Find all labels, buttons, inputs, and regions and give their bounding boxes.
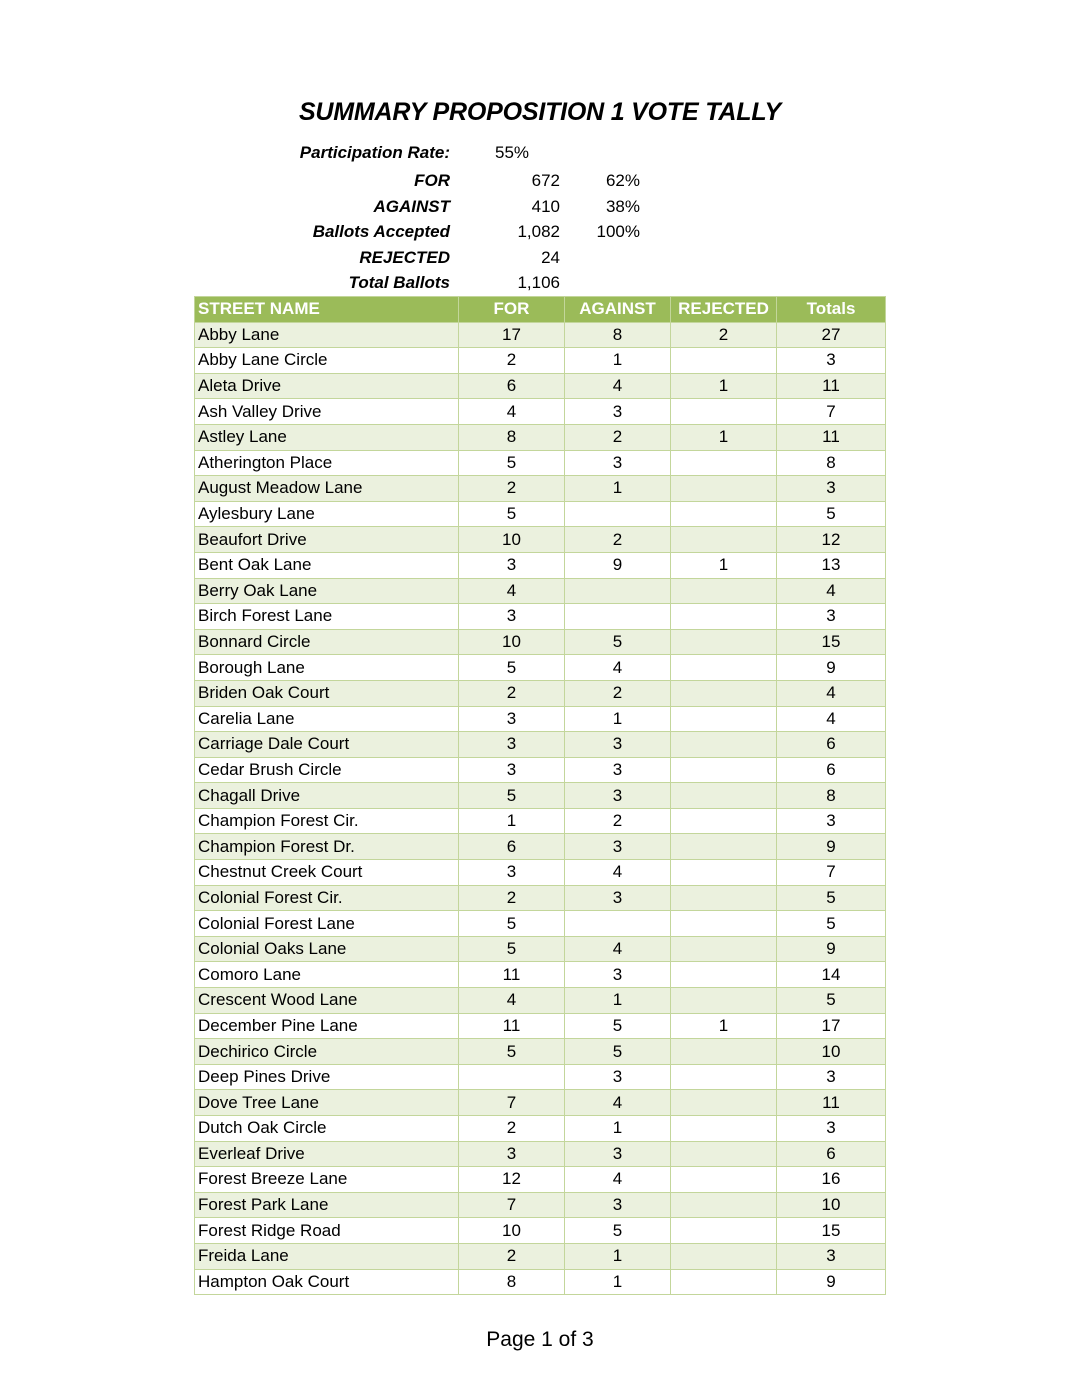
street-name-cell: Colonial Oaks Lane	[195, 936, 459, 962]
rejected-cell	[671, 578, 777, 604]
street-name-cell: Abby Lane Circle	[195, 348, 459, 374]
for-cell: 2	[459, 348, 565, 374]
street-name-cell: Forest Breeze Lane	[195, 1167, 459, 1193]
table-row	[195, 527, 886, 553]
street-name-cell: Beaufort Drive	[195, 527, 459, 553]
totals-cell: 9	[777, 834, 886, 860]
summary-label: FOR	[414, 171, 450, 190]
summary-percent: 38%	[605, 197, 640, 216]
summary-label: REJECTED	[359, 248, 450, 267]
street-name-cell: Berry Oak Lane	[195, 578, 459, 604]
table-row	[195, 450, 886, 476]
rejected-cell	[671, 1192, 777, 1218]
participation-value: 55%	[495, 143, 530, 162]
rejected-cell	[671, 1116, 777, 1142]
totals-cell: 3	[777, 348, 886, 374]
table-row	[195, 1039, 886, 1065]
rejected-cell	[671, 1218, 777, 1244]
totals-cell: 6	[777, 1141, 886, 1167]
totals-cell: 4	[777, 578, 886, 604]
against-cell: 2	[565, 527, 671, 553]
rejected-cell	[671, 706, 777, 732]
street-name-cell: Champion Forest Cir.	[195, 808, 459, 834]
totals-cell: 16	[777, 1167, 886, 1193]
table-row	[195, 552, 886, 578]
for-cell: 8	[459, 424, 565, 450]
rejected-cell: 2	[671, 322, 777, 348]
against-cell: 1	[565, 348, 671, 374]
totals-cell: 15	[777, 629, 886, 655]
totals-cell: 3	[777, 1064, 886, 1090]
totals-cell: 13	[777, 552, 886, 578]
table-row	[195, 911, 886, 937]
against-cell: 1	[565, 988, 671, 1014]
for-cell: 3	[459, 860, 565, 886]
against-cell: 3	[565, 732, 671, 758]
table-row	[195, 1269, 886, 1295]
header-street-name: STREET NAME	[195, 297, 459, 323]
against-cell: 3	[565, 450, 671, 476]
table-row	[195, 629, 886, 655]
header-against: AGAINST	[565, 297, 671, 323]
rejected-cell	[671, 680, 777, 706]
against-cell: 3	[565, 399, 671, 425]
street-name-cell: Birch Forest Lane	[195, 604, 459, 630]
street-name-cell: August Meadow Lane	[195, 476, 459, 502]
for-cell: 3	[459, 706, 565, 732]
totals-cell: 9	[777, 655, 886, 681]
for-cell: 2	[459, 885, 565, 911]
for-cell: 5	[459, 911, 565, 937]
totals-cell: 3	[777, 1116, 886, 1142]
against-cell: 3	[565, 1192, 671, 1218]
for-cell: 4	[459, 399, 565, 425]
for-cell: 7	[459, 1192, 565, 1218]
summary-label: AGAINST	[373, 197, 450, 216]
table-row	[195, 604, 886, 630]
rejected-cell	[671, 1141, 777, 1167]
totals-cell: 6	[777, 757, 886, 783]
totals-cell: 12	[777, 527, 886, 553]
street-name-cell: Chestnut Creek Court	[195, 860, 459, 886]
totals-cell: 15	[777, 1218, 886, 1244]
against-cell: 4	[565, 936, 671, 962]
against-cell	[565, 501, 671, 527]
for-cell: 2	[459, 476, 565, 502]
for-cell: 6	[459, 834, 565, 860]
table-row	[195, 476, 886, 502]
against-cell: 4	[565, 655, 671, 681]
rejected-cell	[671, 885, 777, 911]
table-body	[195, 322, 886, 1295]
street-name-cell: Dove Tree Lane	[195, 1090, 459, 1116]
street-name-cell: Borough Lane	[195, 655, 459, 681]
rejected-cell	[671, 527, 777, 553]
table-row	[195, 834, 886, 860]
totals-cell: 3	[777, 604, 886, 630]
for-cell: 5	[459, 501, 565, 527]
table-row	[195, 808, 886, 834]
totals-cell: 11	[777, 424, 886, 450]
rejected-cell	[671, 604, 777, 630]
rejected-cell: 1	[671, 424, 777, 450]
totals-cell: 3	[777, 808, 886, 834]
totals-cell: 4	[777, 706, 886, 732]
street-name-cell: Cedar Brush Circle	[195, 757, 459, 783]
for-cell	[459, 1064, 565, 1090]
street-name-cell: Forest Ridge Road	[195, 1218, 459, 1244]
against-cell: 1	[565, 1269, 671, 1295]
table-row	[195, 373, 886, 399]
table-row	[195, 322, 886, 348]
rejected-cell	[671, 348, 777, 374]
against-cell: 4	[565, 1090, 671, 1116]
street-name-cell: Astley Lane	[195, 424, 459, 450]
against-cell: 1	[565, 476, 671, 502]
table-row	[195, 399, 886, 425]
for-cell: 12	[459, 1167, 565, 1193]
rejected-cell	[671, 629, 777, 655]
totals-cell: 8	[777, 450, 886, 476]
against-cell: 2	[565, 680, 671, 706]
totals-cell: 14	[777, 962, 886, 988]
rejected-cell	[671, 1269, 777, 1295]
rejected-cell: 1	[671, 373, 777, 399]
for-cell: 3	[459, 552, 565, 578]
street-name-cell: Carriage Dale Court	[195, 732, 459, 758]
table-row	[195, 783, 886, 809]
for-cell: 17	[459, 322, 565, 348]
rejected-cell	[671, 399, 777, 425]
table-row	[195, 655, 886, 681]
against-cell: 4	[565, 1167, 671, 1193]
street-name-cell: Bonnard Circle	[195, 629, 459, 655]
totals-cell: 9	[777, 936, 886, 962]
against-cell: 3	[565, 962, 671, 988]
street-name-cell: Everleaf Drive	[195, 1141, 459, 1167]
totals-cell: 27	[777, 322, 886, 348]
street-name-cell: Dutch Oak Circle	[195, 1116, 459, 1142]
rejected-cell: 1	[671, 1013, 777, 1039]
table-row	[195, 1013, 886, 1039]
table-row	[195, 1243, 886, 1269]
table-row	[195, 962, 886, 988]
street-name-cell: Freida Lane	[195, 1243, 459, 1269]
against-cell: 4	[565, 373, 671, 399]
against-cell: 9	[565, 552, 671, 578]
street-name-cell: Deep Pines Drive	[195, 1064, 459, 1090]
against-cell: 3	[565, 1141, 671, 1167]
table-row	[195, 1090, 886, 1116]
for-cell: 4	[459, 578, 565, 604]
table-row	[195, 1218, 886, 1244]
against-cell	[565, 604, 671, 630]
against-cell: 5	[565, 1039, 671, 1065]
against-cell: 3	[565, 783, 671, 809]
rejected-cell	[671, 450, 777, 476]
summary-value: 24	[541, 248, 560, 267]
rejected-cell	[671, 1064, 777, 1090]
totals-cell: 10	[777, 1192, 886, 1218]
against-cell: 4	[565, 860, 671, 886]
rejected-cell	[671, 1243, 777, 1269]
totals-cell: 7	[777, 860, 886, 886]
street-name-cell: Forest Park Lane	[195, 1192, 459, 1218]
against-cell: 5	[565, 1013, 671, 1039]
for-cell: 3	[459, 604, 565, 630]
for-cell: 5	[459, 783, 565, 809]
header-for: FOR	[459, 297, 565, 323]
for-cell: 5	[459, 936, 565, 962]
rejected-cell	[671, 732, 777, 758]
against-cell: 1	[565, 1243, 671, 1269]
table-row	[195, 680, 886, 706]
against-cell: 2	[565, 808, 671, 834]
against-cell: 2	[565, 424, 671, 450]
summary-percent: 62%	[605, 171, 640, 190]
vote-tally-table	[194, 296, 886, 1295]
for-cell: 10	[459, 1218, 565, 1244]
against-cell	[565, 911, 671, 937]
against-cell: 3	[565, 834, 671, 860]
for-cell: 3	[459, 732, 565, 758]
summary-value: 672	[531, 171, 560, 190]
summary-label: Ballots Accepted	[312, 222, 450, 241]
totals-cell: 4	[777, 680, 886, 706]
table-row	[195, 706, 886, 732]
against-cell: 5	[565, 629, 671, 655]
street-name-cell: Aylesbury Lane	[195, 501, 459, 527]
rejected-cell	[671, 1090, 777, 1116]
page-title: SUMMARY PROPOSITION 1 VOTE TALLY	[298, 98, 782, 126]
rejected-cell	[671, 1167, 777, 1193]
totals-cell: 5	[777, 501, 886, 527]
totals-cell: 3	[777, 476, 886, 502]
totals-cell: 9	[777, 1269, 886, 1295]
street-name-cell: Comoro Lane	[195, 962, 459, 988]
against-cell: 1	[565, 1116, 671, 1142]
table-row	[195, 860, 886, 886]
street-name-cell: Carelia Lane	[195, 706, 459, 732]
table-header-row	[195, 297, 886, 323]
against-cell: 5	[565, 1218, 671, 1244]
street-name-cell: Abby Lane	[195, 322, 459, 348]
table-row	[195, 1116, 886, 1142]
rejected-cell	[671, 808, 777, 834]
summary-value: 1,082	[517, 222, 560, 241]
table-row	[195, 501, 886, 527]
rejected-cell	[671, 834, 777, 860]
summary-value: 410	[531, 197, 560, 216]
table-row	[195, 1141, 886, 1167]
totals-cell: 17	[777, 1013, 886, 1039]
table-row	[195, 1064, 886, 1090]
against-cell: 3	[565, 885, 671, 911]
table-row	[195, 988, 886, 1014]
totals-cell: 10	[777, 1039, 886, 1065]
for-cell: 2	[459, 680, 565, 706]
table-row	[195, 885, 886, 911]
header-rejected: REJECTED	[671, 297, 777, 323]
rejected-cell	[671, 962, 777, 988]
table-row	[195, 1167, 886, 1193]
rejected-cell	[671, 860, 777, 886]
rejected-cell	[671, 655, 777, 681]
table-row	[195, 757, 886, 783]
rejected-cell	[671, 757, 777, 783]
table-row	[195, 732, 886, 758]
for-cell: 6	[459, 373, 565, 399]
for-cell: 5	[459, 1039, 565, 1065]
street-name-cell: Ash Valley Drive	[195, 399, 459, 425]
street-name-cell: Champion Forest Dr.	[195, 834, 459, 860]
table-row	[195, 578, 886, 604]
summary-percent: 100%	[596, 222, 640, 241]
rejected-cell	[671, 1039, 777, 1065]
summary-label: Total Ballots	[348, 273, 450, 292]
against-cell: 1	[565, 706, 671, 732]
rejected-cell	[671, 911, 777, 937]
totals-cell: 11	[777, 1090, 886, 1116]
for-cell: 11	[459, 962, 565, 988]
totals-cell: 5	[777, 885, 886, 911]
rejected-cell	[671, 501, 777, 527]
street-name-cell: December Pine Lane	[195, 1013, 459, 1039]
street-name-cell: Dechirico Circle	[195, 1039, 459, 1065]
rejected-cell	[671, 476, 777, 502]
page-footer: Page 1 of 3	[486, 1328, 594, 1351]
summary-value: 1,106	[517, 273, 560, 292]
for-cell: 3	[459, 1141, 565, 1167]
for-cell: 4	[459, 988, 565, 1014]
for-cell: 10	[459, 629, 565, 655]
rejected-cell	[671, 988, 777, 1014]
for-cell: 8	[459, 1269, 565, 1295]
against-cell: 3	[565, 1064, 671, 1090]
table-row	[195, 936, 886, 962]
against-cell: 8	[565, 322, 671, 348]
for-cell: 2	[459, 1116, 565, 1142]
street-name-cell: Colonial Forest Cir.	[195, 885, 459, 911]
street-name-cell: Atherington Place	[195, 450, 459, 476]
for-cell: 7	[459, 1090, 565, 1116]
participation-label: Participation Rate:	[299, 143, 450, 162]
for-cell: 10	[459, 527, 565, 553]
totals-cell: 6	[777, 732, 886, 758]
totals-cell: 11	[777, 373, 886, 399]
table-row	[195, 1192, 886, 1218]
for-cell: 5	[459, 655, 565, 681]
rejected-cell	[671, 783, 777, 809]
for-cell: 3	[459, 757, 565, 783]
for-cell: 1	[459, 808, 565, 834]
street-name-cell: Hampton Oak Court	[195, 1269, 459, 1295]
totals-cell: 7	[777, 399, 886, 425]
for-cell: 2	[459, 1243, 565, 1269]
for-cell: 11	[459, 1013, 565, 1039]
table-row	[195, 424, 886, 450]
totals-cell: 5	[777, 988, 886, 1014]
street-name-cell: Aleta Drive	[195, 373, 459, 399]
totals-cell: 5	[777, 911, 886, 937]
street-name-cell: Crescent Wood Lane	[195, 988, 459, 1014]
totals-cell: 8	[777, 783, 886, 809]
against-cell	[565, 578, 671, 604]
street-name-cell: Chagall Drive	[195, 783, 459, 809]
street-name-cell: Colonial Forest Lane	[195, 911, 459, 937]
street-name-cell: Bent Oak Lane	[195, 552, 459, 578]
street-name-cell: Briden Oak Court	[195, 680, 459, 706]
header-totals: Totals	[777, 297, 886, 323]
totals-cell: 3	[777, 1243, 886, 1269]
table-row	[195, 348, 886, 374]
rejected-cell: 1	[671, 552, 777, 578]
rejected-cell	[671, 936, 777, 962]
against-cell: 3	[565, 757, 671, 783]
for-cell: 5	[459, 450, 565, 476]
